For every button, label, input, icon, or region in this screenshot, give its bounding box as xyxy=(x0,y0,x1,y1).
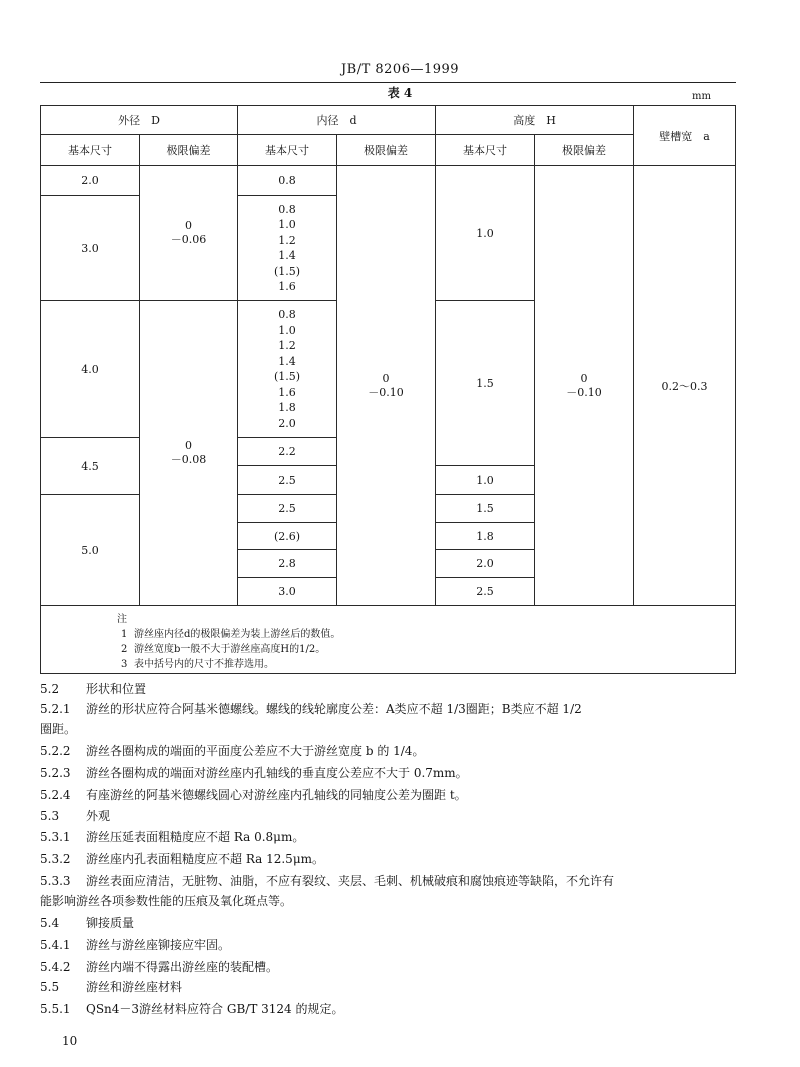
paragraph: 5.2.3 游丝各圈构成的端面对游丝座内孔轴线的垂直度公差应不大于 0.7mm。 xyxy=(40,766,468,780)
paragraph-continuation: 圈距。 xyxy=(40,722,77,736)
section-heading: 5.5 游丝和游丝座材料 xyxy=(40,980,183,994)
paragraph: 5.3.3 游丝表面应清洁，无脏物、油脂，不应有裂纹、夹层、毛刺、机械破痕和腐蚀痕迹等缺陷，不允许有 xyxy=(40,874,615,888)
inner-size-cell: 2.5 xyxy=(237,494,337,523)
height-size-cell: 1.5 xyxy=(435,300,535,466)
height-size-cell: 1.5 xyxy=(435,494,535,523)
paragraph: 5.5.1 QSn4－3游丝材料应符合 GB/T 3124 的规定。 xyxy=(40,1002,344,1016)
header-height: 高度 H xyxy=(435,105,634,135)
height-deviation-cell: 0 －0.10 xyxy=(534,165,634,606)
table-notes xyxy=(40,605,736,674)
inner-size-cell: 2.5 xyxy=(237,465,337,495)
subheader-inner-deviation: 极限偏差 xyxy=(336,134,436,166)
inner-size-cell: (2.6) xyxy=(237,522,337,550)
paragraph-continuation: 能影响游丝各项参数性能的压痕及氧化斑点等。 xyxy=(40,894,293,908)
header-slot-width: 壁槽宽 a xyxy=(633,105,736,166)
section-heading: 5.4 铆接质量 xyxy=(40,916,135,930)
outer-size-cell: 4.0 xyxy=(40,300,140,438)
outer-deviation-cell: 0 －0.06 xyxy=(139,165,238,301)
inner-size-cell: 0.8 1.0 1.2 1.4 (1.5) 1.6 1.8 2.0 xyxy=(237,300,337,438)
inner-size-cell: 3.0 xyxy=(237,577,337,606)
paragraph: 5.3.1 游丝压延表面粗糙度应不超 Ra 0.8μm。 xyxy=(40,830,305,844)
table-title: 表 4 xyxy=(387,86,413,100)
subheader-inner-basic: 基本尺寸 xyxy=(237,134,337,166)
header-rule xyxy=(40,82,736,83)
outer-size-cell: 3.0 xyxy=(40,195,140,301)
header-outer-diameter: 外径 D xyxy=(40,105,238,135)
paragraph: 5.3.2 游丝座内孔表面粗糙度应不超 Ra 12.5μm。 xyxy=(40,852,324,866)
paragraph: 5.2.4 有座游丝的阿基米德螺线圆心对游丝座内孔轴线的同轴度公差为圈距 t。 xyxy=(40,788,467,802)
section-heading: 5.3 外观 xyxy=(40,809,111,823)
paragraph: 5.4.2 游丝内端不得露出游丝座的装配槽。 xyxy=(40,960,279,974)
notes-title: 注 xyxy=(117,614,127,625)
height-size-cell: 2.0 xyxy=(435,549,535,578)
outer-deviation-cell: 0 －0.08 xyxy=(139,300,238,606)
outer-size-cell: 5.0 xyxy=(40,494,140,606)
header-inner-diameter: 内径 d xyxy=(237,105,436,135)
paragraph: 5.4.1 游丝与游丝座铆接应牢固。 xyxy=(40,938,231,952)
standard-code-header: JB/T 8206—1999 xyxy=(340,62,460,77)
paragraph: 5.2.2 游丝各圈构成的端面的平面度公差应不大于游丝宽度 b 的 1/4。 xyxy=(40,744,425,758)
subheader-height-deviation: 极限偏差 xyxy=(534,134,634,166)
section-heading: 5.2 形状和位置 xyxy=(40,682,147,696)
inner-size-cell: 0.8 xyxy=(237,165,337,196)
page-number: 10 xyxy=(62,1034,78,1048)
height-size-cell: 1.8 xyxy=(435,522,535,550)
inner-size-cell: 2.8 xyxy=(237,549,337,578)
outer-size-cell: 4.5 xyxy=(40,437,140,495)
note-item: 2 游丝宽度b一般不大于游丝座高度H的1/2。 xyxy=(121,644,326,655)
height-size-cell: 1.0 xyxy=(435,165,535,301)
inner-size-cell: 0.8 1.0 1.2 1.4 (1.5) 1.6 xyxy=(237,195,337,301)
note-item: 3 表中括号内的尺寸不推荐选用。 xyxy=(121,659,274,670)
slot-width-cell: 0.2～0.3 xyxy=(633,165,736,606)
height-size-cell: 2.5 xyxy=(435,577,535,606)
subheader-outer-deviation: 极限偏差 xyxy=(139,134,238,166)
note-item: 1 游丝座内径d的极限偏差为装上游丝后的数值。 xyxy=(121,629,341,640)
subheader-outer-basic: 基本尺寸 xyxy=(40,134,140,166)
subheader-height-basic: 基本尺寸 xyxy=(435,134,535,166)
outer-size-cell: 2.0 xyxy=(40,165,140,196)
table-unit: mm xyxy=(692,91,711,102)
inner-size-cell: 2.2 xyxy=(237,437,337,466)
inner-deviation-cell: 0 －0.10 xyxy=(336,165,436,606)
height-size-cell: 1.0 xyxy=(435,465,535,495)
paragraph: 5.2.1 游丝的形状应符合阿基米德螺线。螺线的线轮廓度公差：A类应不超 1/3圈距；B类应不超 1/2 xyxy=(40,702,582,716)
